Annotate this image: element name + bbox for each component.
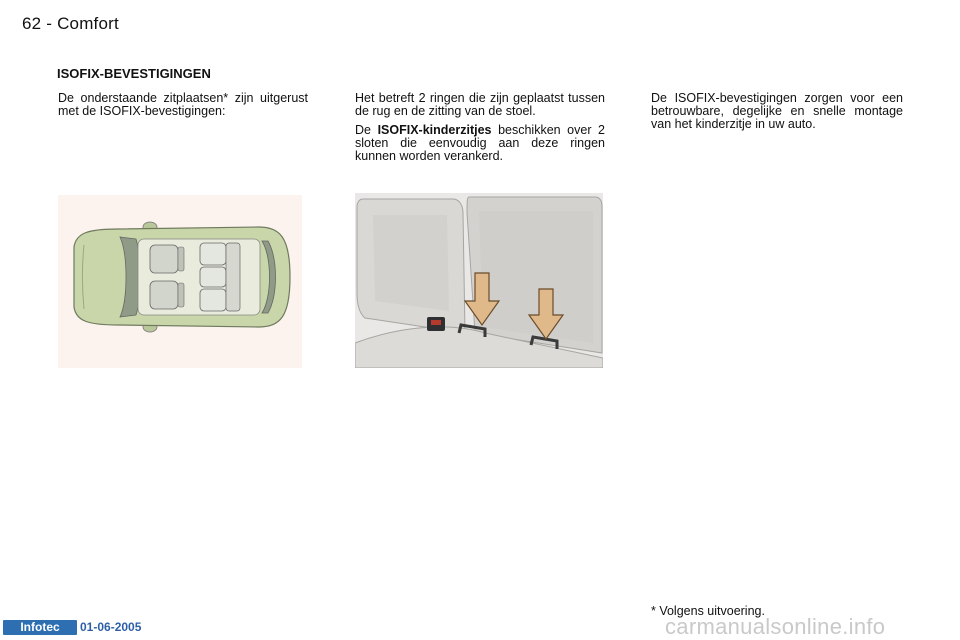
col2-paragraph-2 xyxy=(355,124,605,163)
col2-p2-pre: De xyxy=(355,123,371,137)
buckle-button xyxy=(431,320,441,325)
page-header xyxy=(22,14,119,34)
column-1 xyxy=(58,92,308,124)
isofix-seat-svg xyxy=(355,193,603,368)
rear-seat-1 xyxy=(200,243,226,265)
section-name: Comfort xyxy=(57,14,119,33)
page-number: 62 xyxy=(22,14,42,33)
section-title: ISOFIX-BEVESTIGINGEN xyxy=(57,66,211,81)
header-separator: - xyxy=(46,14,53,33)
infotec-badge: Infotec xyxy=(3,620,77,635)
footnote: * Volgens uitvoering. xyxy=(651,604,765,618)
car-top-view-svg xyxy=(58,195,302,368)
front-seat-left xyxy=(150,245,178,273)
isofix-seat-illustration xyxy=(355,193,603,368)
watermark: carmanualsonline.info xyxy=(665,614,886,639)
col3-text: De ISOFIX-bevestigingen zorgen voor een betrouwbare, degelijke en snelle montage van het kinderzitje in uw auto. xyxy=(651,91,903,131)
car-top-view-illustration xyxy=(58,195,302,368)
left-seat-panel xyxy=(373,215,449,311)
front-seat-back-right xyxy=(178,283,184,307)
col2-p2-bold: ISOFIX-kinderzitjes xyxy=(377,123,492,137)
column-2 xyxy=(355,92,605,169)
col2-paragraph-1: Het betreft 2 ringen die zijn geplaatst tussen de rug en de zitting van de stoel. xyxy=(355,91,605,118)
col2-p2-post: beschikken over 2 sloten die eenvoudig aan deze ringen kunnen worden verankerd. xyxy=(355,123,605,163)
rear-seat-3 xyxy=(200,289,226,311)
edition-date: 01-06-2005 xyxy=(80,620,142,634)
column-3 xyxy=(651,92,903,137)
col1-text: De onderstaande zitplaatsen* zijn uitgerust met de ISOFIX-bevestigingen: xyxy=(58,91,308,118)
front-seat-right xyxy=(150,281,178,309)
front-seat-back-left xyxy=(178,247,184,271)
rear-seat-back xyxy=(226,243,240,311)
rear-seat-2 xyxy=(200,267,226,287)
